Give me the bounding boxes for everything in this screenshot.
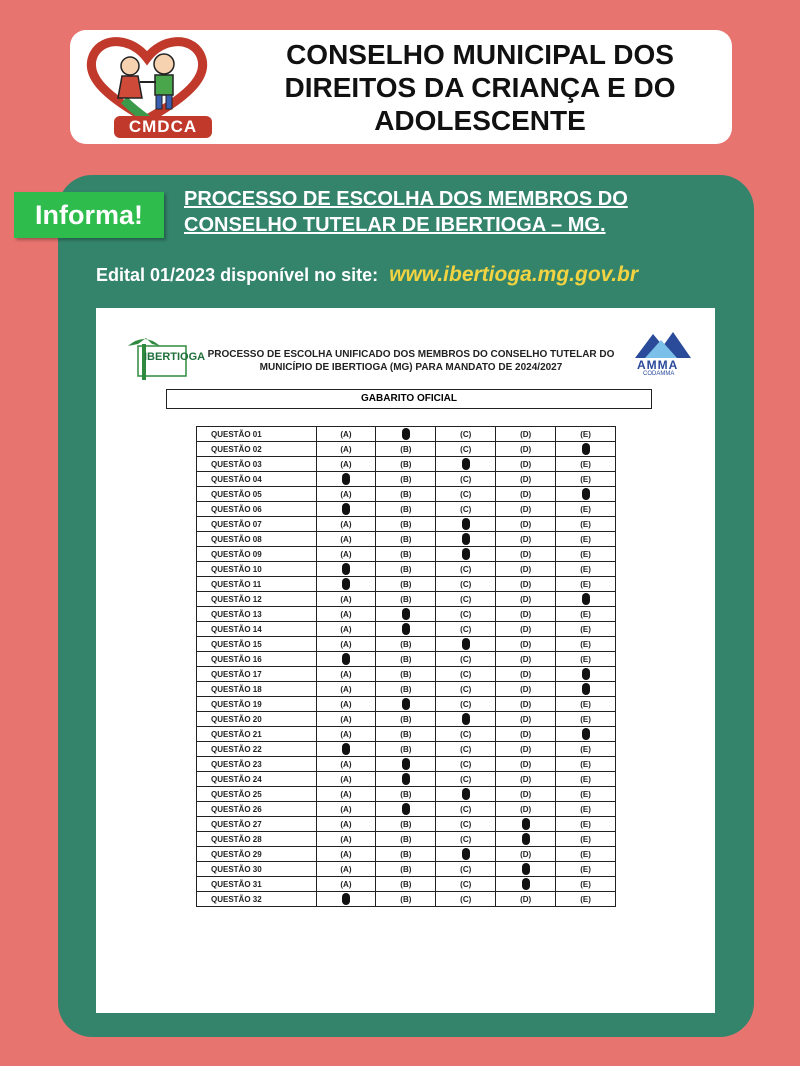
option-a: (A) [316, 427, 376, 442]
answer-row [197, 577, 616, 592]
question-label: QUESTÃO 29 [197, 847, 317, 862]
option-b [376, 427, 436, 442]
filled-bubble-icon [582, 668, 590, 680]
filled-bubble-icon [342, 503, 350, 515]
option-d [496, 832, 556, 847]
option-c: (C) [436, 817, 496, 832]
option-b: (B) [376, 742, 436, 757]
question-label: QUESTÃO 30 [197, 862, 317, 877]
question-label: QUESTÃO 15 [197, 637, 317, 652]
option-a: (A) [316, 682, 376, 697]
filled-bubble-icon [342, 743, 350, 755]
question-label: QUESTÃO 08 [197, 532, 317, 547]
option-e: (E) [556, 817, 616, 832]
option-a: (A) [316, 712, 376, 727]
option-d: (D) [496, 607, 556, 622]
option-a [316, 502, 376, 517]
option-d: (D) [496, 472, 556, 487]
option-b: (B) [376, 457, 436, 472]
question-label: QUESTÃO 27 [197, 817, 317, 832]
filled-bubble-icon [582, 593, 590, 605]
filled-bubble-icon [522, 878, 530, 890]
question-label: QUESTÃO 20 [197, 712, 317, 727]
question-label: QUESTÃO 09 [197, 547, 317, 562]
option-e: (E) [556, 472, 616, 487]
option-a: (A) [316, 727, 376, 742]
filled-bubble-icon [462, 533, 470, 545]
option-e: (E) [556, 892, 616, 907]
option-c: (C) [436, 832, 496, 847]
answer-row [197, 652, 616, 667]
answer-row [197, 712, 616, 727]
option-d: (D) [496, 682, 556, 697]
option-d: (D) [496, 892, 556, 907]
option-d: (D) [496, 592, 556, 607]
option-a: (A) [316, 547, 376, 562]
option-d: (D) [496, 652, 556, 667]
option-d: (D) [496, 697, 556, 712]
option-e: (E) [556, 742, 616, 757]
option-d: (D) [496, 757, 556, 772]
option-e: (E) [556, 547, 616, 562]
question-label: QUESTÃO 16 [197, 652, 317, 667]
answer-row [197, 487, 616, 502]
answer-row [197, 457, 616, 472]
filled-bubble-icon [342, 563, 350, 575]
option-c [436, 517, 496, 532]
option-c: (C) [436, 562, 496, 577]
option-b: (B) [376, 817, 436, 832]
question-label: QUESTÃO 31 [197, 877, 317, 892]
question-label: QUESTÃO 24 [197, 772, 317, 787]
question-label: QUESTÃO 12 [197, 592, 317, 607]
option-a: (A) [316, 517, 376, 532]
answer-row [197, 547, 616, 562]
option-e: (E) [556, 787, 616, 802]
option-d [496, 877, 556, 892]
answer-key-document [96, 308, 715, 1013]
option-a [316, 577, 376, 592]
option-b: (B) [376, 862, 436, 877]
option-b: (B) [376, 667, 436, 682]
answer-row [197, 802, 616, 817]
filled-bubble-icon [462, 848, 470, 860]
cmdca-logo [82, 34, 212, 140]
option-a: (A) [316, 832, 376, 847]
cmdca-logo-text: CMDCA [114, 116, 212, 138]
option-b: (B) [376, 577, 436, 592]
answer-row [197, 472, 616, 487]
option-b: (B) [376, 562, 436, 577]
answer-row [197, 442, 616, 457]
document-title: PROCESSO DE ESCOLHA UNIFICADO DOS MEMBROS DO CONSELHO TUTELAR DO MUNICÍPIO DE IBERTIOGA (MG) PARA MANDATO DE 2024/2027 [207, 349, 615, 373]
option-e: (E) [556, 577, 616, 592]
option-a: (A) [316, 847, 376, 862]
option-b: (B) [376, 472, 436, 487]
question-label: QUESTÃO 28 [197, 832, 317, 847]
question-label: QUESTÃO 01 [197, 427, 317, 442]
answer-row [197, 832, 616, 847]
answer-row [197, 772, 616, 787]
site-link[interactable]: www.ibertioga.mg.gov.br [389, 263, 639, 286]
option-a: (A) [316, 757, 376, 772]
option-e [556, 727, 616, 742]
option-b: (B) [376, 877, 436, 892]
answer-row [197, 742, 616, 757]
option-c: (C) [436, 892, 496, 907]
option-b: (B) [376, 652, 436, 667]
option-d: (D) [496, 427, 556, 442]
option-a: (A) [316, 442, 376, 457]
option-b: (B) [376, 502, 436, 517]
option-b: (B) [376, 442, 436, 457]
question-label: QUESTÃO 02 [197, 442, 317, 457]
option-c: (C) [436, 667, 496, 682]
option-c: (C) [436, 652, 496, 667]
filled-bubble-icon [402, 803, 410, 815]
mountains-icon [631, 328, 695, 360]
option-a: (A) [316, 457, 376, 472]
question-label: QUESTÃO 04 [197, 472, 317, 487]
page-title: CONSELHO MUNICIPAL DOS DIREITOS DA CRIANÇA E DO ADOLESCENTE [284, 39, 676, 136]
question-label: QUESTÃO 10 [197, 562, 317, 577]
filled-bubble-icon [462, 638, 470, 650]
option-b: (B) [376, 487, 436, 502]
filled-bubble-icon [582, 728, 590, 740]
option-d: (D) [496, 622, 556, 637]
answer-row [197, 607, 616, 622]
option-d: (D) [496, 802, 556, 817]
edital-text: Edital 01/2023 disponível no site: [96, 265, 379, 285]
option-e: (E) [556, 772, 616, 787]
option-c: (C) [436, 427, 496, 442]
option-e: (E) [556, 427, 616, 442]
option-e: (E) [556, 637, 616, 652]
option-e: (E) [556, 532, 616, 547]
option-a: (A) [316, 607, 376, 622]
filled-bubble-icon [342, 893, 350, 905]
option-b [376, 697, 436, 712]
option-c: (C) [436, 697, 496, 712]
answer-row [197, 622, 616, 637]
option-b [376, 622, 436, 637]
filled-bubble-icon [462, 518, 470, 530]
question-label: QUESTÃO 17 [197, 667, 317, 682]
filled-bubble-icon [402, 698, 410, 710]
option-d: (D) [496, 712, 556, 727]
gabarito-label: GABARITO OFICIAL [166, 389, 652, 409]
option-b: (B) [376, 592, 436, 607]
option-c [436, 712, 496, 727]
option-b [376, 772, 436, 787]
ibertioga-logo-text: IBERTIOGA [144, 351, 206, 363]
option-c [436, 847, 496, 862]
informa-badge: Informa! [14, 192, 164, 238]
answer-row [197, 697, 616, 712]
answer-row [197, 667, 616, 682]
option-e: (E) [556, 622, 616, 637]
filled-bubble-icon [462, 713, 470, 725]
option-e: (E) [556, 832, 616, 847]
filled-bubble-icon [462, 548, 470, 560]
edital-line [96, 263, 756, 287]
filled-bubble-icon [402, 428, 410, 440]
option-d [496, 862, 556, 877]
option-b [376, 757, 436, 772]
answer-row [197, 562, 616, 577]
question-label: QUESTÃO 11 [197, 577, 317, 592]
option-a: (A) [316, 877, 376, 892]
option-d: (D) [496, 667, 556, 682]
option-b: (B) [376, 517, 436, 532]
ibertioga-logo [124, 332, 206, 382]
question-label: QUESTÃO 14 [197, 622, 317, 637]
filled-bubble-icon [342, 653, 350, 665]
option-d: (D) [496, 637, 556, 652]
option-a: (A) [316, 667, 376, 682]
option-a: (A) [316, 862, 376, 877]
option-b: (B) [376, 547, 436, 562]
amma-logo-text: AMMA [637, 358, 679, 372]
option-b [376, 607, 436, 622]
filled-bubble-icon [402, 608, 410, 620]
answer-row [197, 502, 616, 517]
option-c: (C) [436, 802, 496, 817]
question-label: QUESTÃO 19 [197, 697, 317, 712]
option-a: (A) [316, 817, 376, 832]
option-e: (E) [556, 457, 616, 472]
header-card [70, 30, 732, 144]
option-e [556, 682, 616, 697]
option-a: (A) [316, 622, 376, 637]
option-d: (D) [496, 787, 556, 802]
question-label: QUESTÃO 26 [197, 802, 317, 817]
option-a: (A) [316, 637, 376, 652]
option-c: (C) [436, 682, 496, 697]
filled-bubble-icon [402, 623, 410, 635]
option-c: (C) [436, 442, 496, 457]
option-a: (A) [316, 487, 376, 502]
option-d [496, 817, 556, 832]
option-d: (D) [496, 577, 556, 592]
answer-row [197, 682, 616, 697]
option-a [316, 562, 376, 577]
answer-row [197, 787, 616, 802]
filled-bubble-icon [462, 458, 470, 470]
question-label: QUESTÃO 21 [197, 727, 317, 742]
question-label: QUESTÃO 07 [197, 517, 317, 532]
filled-bubble-icon [402, 758, 410, 770]
question-label: QUESTÃO 05 [197, 487, 317, 502]
option-e [556, 667, 616, 682]
answers-table [196, 426, 616, 907]
question-label: QUESTÃO 32 [197, 892, 317, 907]
option-c: (C) [436, 727, 496, 742]
answer-row [197, 532, 616, 547]
option-e: (E) [556, 757, 616, 772]
question-label: QUESTÃO 22 [197, 742, 317, 757]
option-e [556, 592, 616, 607]
filled-bubble-icon [582, 443, 590, 455]
filled-bubble-icon [402, 773, 410, 785]
option-b [376, 802, 436, 817]
option-e: (E) [556, 877, 616, 892]
option-a: (A) [316, 787, 376, 802]
option-c: (C) [436, 607, 496, 622]
filled-bubble-icon [582, 683, 590, 695]
option-e: (E) [556, 502, 616, 517]
answer-row [197, 817, 616, 832]
option-b: (B) [376, 847, 436, 862]
option-a [316, 892, 376, 907]
option-c [436, 787, 496, 802]
option-c: (C) [436, 622, 496, 637]
option-d: (D) [496, 847, 556, 862]
option-d: (D) [496, 772, 556, 787]
option-e: (E) [556, 712, 616, 727]
question-label: QUESTÃO 03 [197, 457, 317, 472]
question-label: QUESTÃO 23 [197, 757, 317, 772]
option-b: (B) [376, 727, 436, 742]
answer-row [197, 727, 616, 742]
answer-row [197, 517, 616, 532]
option-e: (E) [556, 652, 616, 667]
answer-row [197, 637, 616, 652]
option-e [556, 487, 616, 502]
option-c: (C) [436, 772, 496, 787]
option-d: (D) [496, 517, 556, 532]
option-a: (A) [316, 532, 376, 547]
option-a [316, 742, 376, 757]
option-a: (A) [316, 772, 376, 787]
filled-bubble-icon [522, 818, 530, 830]
option-e: (E) [556, 517, 616, 532]
option-a [316, 652, 376, 667]
answer-row [197, 592, 616, 607]
option-b: (B) [376, 682, 436, 697]
answer-row [197, 862, 616, 877]
option-c: (C) [436, 742, 496, 757]
option-c [436, 532, 496, 547]
option-d: (D) [496, 532, 556, 547]
option-e: (E) [556, 562, 616, 577]
option-b: (B) [376, 712, 436, 727]
option-d: (D) [496, 742, 556, 757]
option-e: (E) [556, 697, 616, 712]
answer-row [197, 757, 616, 772]
filled-bubble-icon [342, 578, 350, 590]
option-a: (A) [316, 697, 376, 712]
option-d: (D) [496, 442, 556, 457]
option-e: (E) [556, 862, 616, 877]
filled-bubble-icon [522, 833, 530, 845]
heart-children-icon [82, 34, 212, 124]
option-c: (C) [436, 472, 496, 487]
option-e: (E) [556, 802, 616, 817]
option-d: (D) [496, 487, 556, 502]
question-label: QUESTÃO 06 [197, 502, 317, 517]
option-c: (C) [436, 502, 496, 517]
filled-bubble-icon [342, 473, 350, 485]
codamma-logo-text: CODAMMA [643, 371, 675, 377]
answer-row [197, 427, 616, 442]
answers-body [197, 427, 616, 907]
filled-bubble-icon [522, 863, 530, 875]
option-b: (B) [376, 892, 436, 907]
option-c [436, 637, 496, 652]
amma-logo [631, 328, 695, 380]
answer-row [197, 892, 616, 907]
option-d: (D) [496, 547, 556, 562]
option-b: (B) [376, 532, 436, 547]
option-e [556, 442, 616, 457]
question-label: QUESTÃO 13 [197, 607, 317, 622]
question-label: QUESTÃO 25 [197, 787, 317, 802]
option-d: (D) [496, 457, 556, 472]
option-e: (E) [556, 607, 616, 622]
headline: PROCESSO DE ESCOLHA DOS MEMBROS DO CONSELHO TUTELAR DE IBERTIOGA – MG. [184, 188, 628, 236]
option-a [316, 472, 376, 487]
option-a: (A) [316, 592, 376, 607]
option-c: (C) [436, 757, 496, 772]
option-b: (B) [376, 832, 436, 847]
option-c: (C) [436, 577, 496, 592]
option-c: (C) [436, 487, 496, 502]
answer-row [197, 877, 616, 892]
option-c [436, 457, 496, 472]
option-d: (D) [496, 562, 556, 577]
option-d: (D) [496, 502, 556, 517]
option-c: (C) [436, 862, 496, 877]
filled-bubble-icon [582, 488, 590, 500]
option-c: (C) [436, 592, 496, 607]
filled-bubble-icon [462, 788, 470, 800]
option-b: (B) [376, 787, 436, 802]
question-label: QUESTÃO 18 [197, 682, 317, 697]
option-e: (E) [556, 847, 616, 862]
option-c [436, 547, 496, 562]
option-c: (C) [436, 877, 496, 892]
option-b: (B) [376, 637, 436, 652]
option-a: (A) [316, 802, 376, 817]
answer-row [197, 847, 616, 862]
option-d: (D) [496, 727, 556, 742]
